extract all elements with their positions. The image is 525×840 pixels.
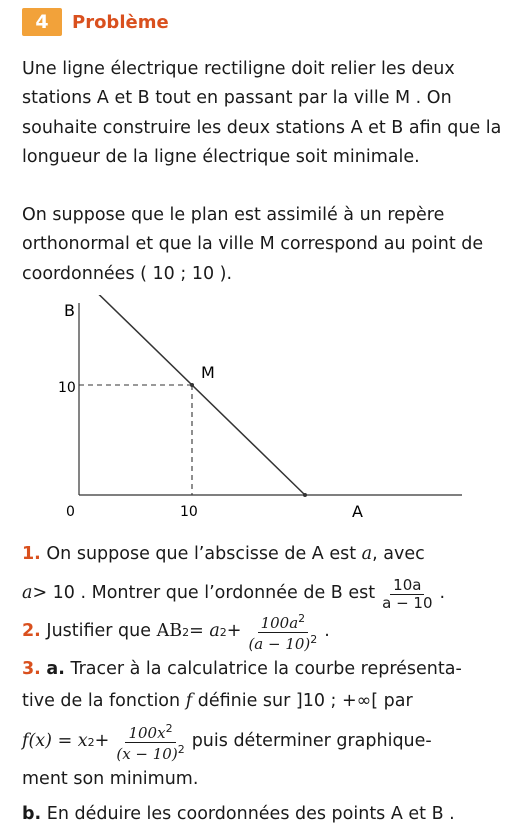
- intro-paragraph-1: Une ligne électrique rectiligne doit relier les deux stations A et B tout en passant par la ville M . On souhaite construire les deux stations A et B afin que la longueur de la ligne électrique soit minimale.: [22, 59, 502, 167]
- sq-3: 2: [298, 611, 306, 625]
- exercise-header: [22, 7, 169, 37]
- sq-4: 2: [310, 632, 318, 646]
- function-plus: +: [94, 731, 110, 752]
- sq-6: 2: [165, 721, 173, 735]
- tick-y-10: 10: [58, 380, 76, 396]
- question-3a-line-4: [22, 768, 512, 792]
- question-1-line-1: [22, 543, 512, 567]
- function-fraction: [113, 723, 187, 762]
- question-3a-text-1: Tracer à la calculatrice la courbe représenta-: [70, 659, 462, 680]
- function-expression: f(x) = x: [22, 731, 88, 752]
- fraction-numerator: 100x: [128, 723, 166, 742]
- question-1-text-c: > 10 . Montrer que l’ordonnée de B est: [32, 583, 376, 604]
- sq-7: 2: [177, 742, 185, 756]
- intro-paragraph-2: On suppose que le plan est assimilé à un repère orthonormal et que la ville M correspond au point de coordonnées ( 10 ; 10 ).: [22, 205, 484, 284]
- question-3a-label: a.: [46, 659, 65, 680]
- figure: [0, 295, 525, 535]
- question-1-var-a2: a: [22, 583, 33, 604]
- question-1-end: .: [439, 583, 446, 604]
- point-A: [303, 493, 307, 497]
- question-3-number: 3.: [22, 659, 41, 680]
- question-3a-text-3: définie sur ]10 ; +∞[ par: [197, 691, 413, 712]
- label-M: M: [201, 363, 215, 382]
- sq-2: 2: [219, 625, 227, 639]
- tick-x-10: 10: [180, 504, 198, 520]
- question-2-end: .: [324, 621, 330, 642]
- question-1-text-a: On suppose que l’abscisse de A est: [46, 544, 357, 565]
- label-A: A: [352, 502, 363, 521]
- question-3b-label: b.: [22, 804, 42, 825]
- question-2: [22, 612, 512, 652]
- fraction-denominator: (x − 10): [116, 744, 178, 763]
- label-B: B: [64, 301, 75, 320]
- question-1-var-a: a: [361, 544, 373, 565]
- question-3a-text-2: tive de la fonction: [22, 691, 181, 712]
- tick-origin: 0: [66, 504, 75, 520]
- question-3b: [22, 803, 512, 827]
- fraction-numerator: 100a: [260, 613, 299, 632]
- question-1-line-2: [22, 576, 512, 612]
- question-2-text: Justifier que: [46, 621, 152, 642]
- exercise-title: Problème: [72, 11, 169, 33]
- question-1-text-b: , avec: [372, 544, 425, 565]
- question-3a-text-4: puis déterminer graphique-: [191, 731, 432, 752]
- function-f: f: [185, 691, 193, 712]
- question-3a-line-1: [22, 658, 512, 682]
- fraction-denominator: a − 10: [382, 593, 433, 612]
- question-2-lhs: AB: [156, 621, 183, 642]
- question-3a-text-5: ment son minimum.: [22, 769, 199, 790]
- question-3b-text: En déduire les coordonnées des points A et B .: [46, 804, 455, 825]
- question-1-number: 1.: [22, 544, 41, 565]
- exercise-number-badge: 4: [22, 8, 62, 36]
- fraction-numerator: 10a: [390, 578, 424, 595]
- fraction-denominator: (a − 10): [248, 634, 311, 653]
- question-2-eq: = a: [189, 621, 220, 642]
- question-2-fraction: [245, 613, 320, 652]
- question-2-number: 2.: [22, 621, 41, 642]
- sq-5: 2: [87, 735, 95, 749]
- sq-1: 2: [182, 625, 190, 639]
- question-3a-line-2: [22, 690, 512, 714]
- point-M: [190, 383, 194, 387]
- question-2-plus: +: [226, 621, 242, 642]
- question-1-fraction: [379, 575, 435, 612]
- question-3a-line-3: [22, 722, 512, 762]
